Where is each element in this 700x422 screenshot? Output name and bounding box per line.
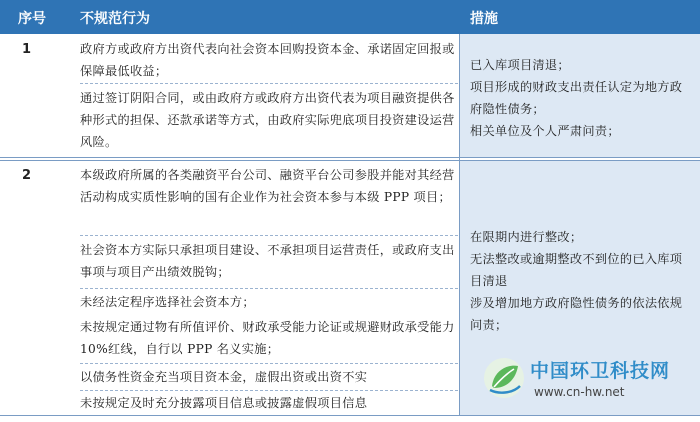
table-header	[0, 0, 700, 34]
column-divider	[459, 34, 460, 415]
row-divider	[0, 160, 700, 161]
measures-cell	[470, 54, 694, 142]
watermark-url: www.cn-hw.net	[534, 385, 625, 399]
behavior-text: 以债务性资金充当项目资本金，虚假出资或出资不实	[80, 370, 368, 384]
behavior-text: 未经法定程序选择社会资本方；	[80, 295, 255, 309]
measure-text: 涉及增加地方政府隐性债务的依法依规问责；	[470, 296, 683, 332]
watermark	[482, 352, 672, 410]
behavior-cell	[80, 291, 456, 313]
cell-divider	[80, 235, 458, 236]
measure-text: 已入库项目清退；	[470, 58, 570, 72]
behavior-text: 通过签订阴阳合同，或由政府方或政府方出资代表为项目融资提供各种形式的担保、还款承诺等方式，由政府实际兜底项目投资建设运营风险。	[80, 91, 455, 149]
behavior-cell	[80, 164, 456, 208]
behavior-cell	[80, 392, 456, 414]
cell-divider	[80, 83, 458, 84]
behavior-cell	[80, 87, 456, 153]
behavior-cell	[80, 38, 456, 82]
behavior-text: 未按规定及时充分披露项目信息或披露虚假项目信息	[80, 396, 368, 410]
watermark-title: 中国环卫科技网	[530, 360, 671, 382]
behavior-text: 社会资本方实际只承担项目建设、不承担项目运营责任，或政府支出事项与项目产出绩效脱钩；	[80, 243, 455, 279]
behavior-text: 未按规定通过物有所值评价、财政承受能力论证或规避财政承受能力 10%红线，自行以 PPP 名义实施；	[80, 320, 455, 356]
measure-text: 无法整改或逾期整改不到位的已入库项目清退	[470, 252, 683, 288]
cell-divider	[80, 288, 458, 289]
measure-text: 相关单位及个人严肃问责；	[470, 124, 620, 138]
measure-text: 在限期内进行整改；	[470, 230, 583, 244]
measure-text: 项目形成的财政支出责任认定为地方政府隐性债务；	[470, 80, 683, 116]
cell-divider	[80, 363, 458, 364]
cell-divider	[80, 390, 458, 391]
header-col-measures: 措施	[470, 11, 498, 27]
behavior-text: 本级政府所属的各类融资平台公司、融资平台公司参股并能对其经营活动构成实质性影响的国有企业作为社会资本参与本级 PPP 项目；	[80, 168, 455, 204]
leaf-logo-icon	[482, 356, 526, 400]
row-number: 2	[22, 168, 32, 183]
behavior-cell	[80, 239, 456, 283]
row-number: 1	[22, 42, 32, 57]
measures-cell	[470, 226, 694, 336]
header-col-behavior: 不规范行为	[80, 11, 150, 27]
row-divider	[0, 157, 700, 158]
behavior-cell	[80, 316, 456, 360]
table-bottom-border	[0, 415, 700, 416]
behavior-cell	[80, 366, 456, 388]
behavior-text: 政府方或政府方出资代表向社会资本回购投资本金、承诺固定回报或保障最低收益；	[80, 42, 455, 78]
header-col-no: 序号	[18, 11, 46, 27]
